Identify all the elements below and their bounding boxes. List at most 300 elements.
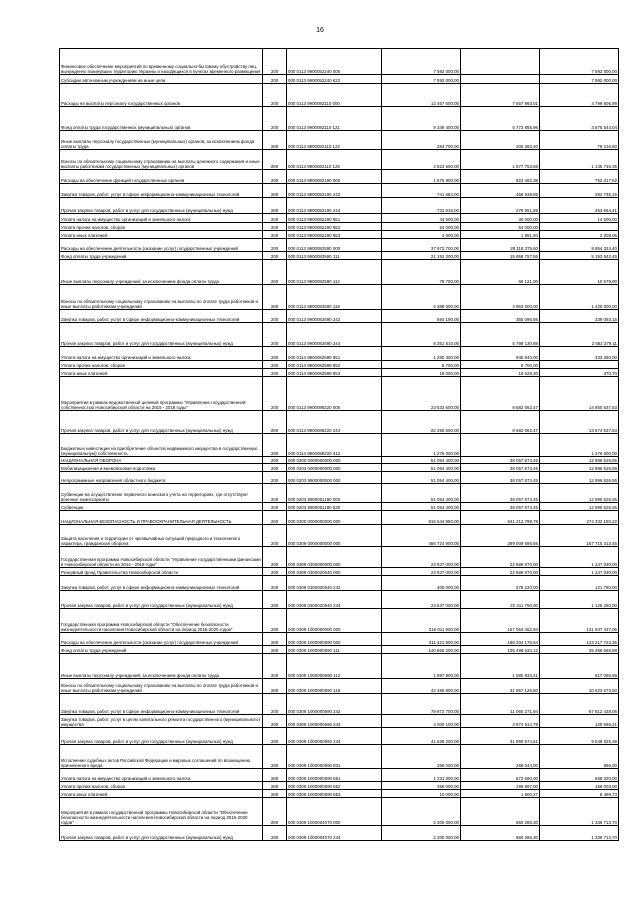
row-approved-cell: 694 190,00 bbox=[382, 310, 461, 323]
row-approved-cell: 44 500,00 bbox=[382, 214, 461, 223]
row-code-cell: 200 bbox=[263, 654, 287, 679]
row-remaining-cell: 3 575 544,04 bbox=[540, 107, 619, 131]
row-kbk-cell: 000 0309 1000000590 112 bbox=[287, 654, 382, 679]
row-kbk-cell: 000 0113 9900082590 852 bbox=[287, 361, 382, 369]
row-approved-cell: 23 937 000,00 bbox=[382, 547, 461, 568]
table-row bbox=[60, 547, 619, 568]
table-row bbox=[60, 646, 619, 654]
table-row bbox=[60, 633, 619, 646]
row-name-cell: Уплата прочих налогов, сборов bbox=[60, 361, 263, 369]
row-kbk-cell: 000 0309 0000000000 000 bbox=[287, 525, 382, 547]
row-executed-cell: 22 689 970,00 bbox=[461, 568, 540, 576]
row-remaining-cell: 8 499,73 bbox=[540, 790, 619, 798]
row-code-cell: 200 bbox=[263, 84, 287, 107]
row-code-cell: 200 bbox=[263, 434, 287, 457]
table-row bbox=[60, 214, 619, 223]
table-row bbox=[60, 798, 619, 826]
row-approved-cell: 1 231 000,00 bbox=[382, 769, 461, 782]
table-body bbox=[60, 49, 619, 841]
table-row bbox=[60, 361, 619, 369]
row-kbk-cell: 000 0113 9900082190 000 bbox=[287, 170, 382, 184]
row-kbk-cell: 000 0113 9900082590 853 bbox=[287, 369, 382, 377]
row-name-cell: Иные выплаты персоналу государственных (муниципальных) органов, за исключением фонда оплаты труда bbox=[60, 131, 263, 150]
row-code-cell: 200 bbox=[263, 798, 287, 826]
row-code-cell: 200 bbox=[263, 285, 287, 310]
row-executed-cell: 1 080 833,41 bbox=[461, 654, 540, 679]
row-kbk-cell: 000 0113 9900082190 853 bbox=[287, 231, 382, 239]
table-row bbox=[60, 323, 619, 347]
row-kbk-cell: 000 0113 9900082190 244 bbox=[287, 198, 382, 214]
row-remaining-cell: 1 276 000,00 bbox=[540, 434, 619, 457]
row-executed-cell: 54 000,00 bbox=[461, 223, 540, 231]
row-executed-cell: 38 057 873,45 bbox=[461, 472, 540, 484]
row-executed-cell: 946 940,00 bbox=[461, 347, 540, 361]
row-code-cell: 200 bbox=[263, 484, 287, 503]
row-executed-cell: 22 411 750,00 bbox=[461, 591, 540, 609]
row-remaining-cell: 12 996 526,55 bbox=[540, 503, 619, 511]
row-executed-cell: 572 680,00 bbox=[461, 769, 540, 782]
table-row bbox=[60, 525, 619, 547]
row-executed-cell: 206 383,40 bbox=[461, 131, 540, 150]
row-code-cell: 200 bbox=[263, 170, 287, 184]
row-kbk-cell: 000 0113 9900082190 851 bbox=[287, 214, 382, 223]
row-code-cell: 200 bbox=[263, 131, 287, 150]
row-kbk-cell: 000 0203 9900000000 000 bbox=[287, 472, 382, 484]
row-name-cell: Уплата иных платежей bbox=[60, 790, 263, 798]
row-remaining-cell: 817 066,59 bbox=[540, 654, 619, 679]
row-remaining-cell: 12 996 526,55 bbox=[540, 457, 619, 464]
row-executed-cell: 31 990 574,61 bbox=[461, 728, 540, 745]
row-executed-cell bbox=[461, 49, 540, 75]
row-code-cell: 200 bbox=[263, 377, 287, 411]
row-executed-cell bbox=[461, 434, 540, 457]
row-kbk-cell: 000 0309 0300020540 244 bbox=[287, 591, 382, 609]
row-approved-cell: 78 872 700,00 bbox=[382, 694, 461, 715]
row-executed-cell: 299 009 586,55 bbox=[461, 525, 540, 547]
row-name-cell: Субвенции на осуществление первичного воинского учета на территориях, где отсутствуют военные комиссариаты bbox=[60, 484, 263, 503]
row-name-cell: Прочая закупка товаров, работ и услуг для государственных (муниципальных) нужд bbox=[60, 591, 263, 609]
row-code-cell: 200 bbox=[263, 609, 287, 633]
row-remaining-cell: 956,00 bbox=[540, 745, 619, 769]
row-name-cell: НАЦИОНАЛЬНАЯ БЕЗОПАСНОСТЬ И ПРАВООХРАНИТЕЛЬНАЯ ДЕЯТЕЛЬНОСТЬ bbox=[60, 511, 263, 525]
row-approved-cell: 41 639 200,00 bbox=[382, 728, 461, 745]
row-executed-cell: 18 629,30 bbox=[461, 369, 540, 377]
row-code-cell: 200 bbox=[263, 745, 287, 769]
row-executed-cell: 22 689 970,00 bbox=[461, 547, 540, 568]
row-code-cell: 200 bbox=[263, 568, 287, 576]
row-approved-cell: 10 000,00 bbox=[382, 790, 461, 798]
row-name-cell: Расходы на обеспечение деятельности (оказание услуг) государственных учреждений bbox=[60, 633, 263, 646]
row-code-cell: 200 bbox=[263, 472, 287, 484]
table-row bbox=[60, 49, 619, 75]
row-kbk-cell: 000 0309 1000000000 000 bbox=[287, 609, 382, 633]
row-code-cell: 200 bbox=[263, 107, 287, 131]
row-remaining-cell: 4 799 606,99 bbox=[540, 84, 619, 107]
row-executed-cell: 641 212 799,78 bbox=[461, 511, 540, 525]
row-kbk-cell: 000 0203 0000000000 000 bbox=[287, 464, 382, 472]
row-executed-cell: 31 857 126,50 bbox=[461, 679, 540, 694]
table-row bbox=[60, 150, 619, 170]
row-code-cell: 200 bbox=[263, 231, 287, 239]
row-approved-cell: 269 000,00 bbox=[382, 745, 461, 769]
row-executed-cell: 5 773 855,96 bbox=[461, 107, 540, 131]
row-name-cell: Уплата налога на имущество организаций и земельного налога bbox=[60, 769, 263, 782]
row-code-cell: 200 bbox=[263, 464, 287, 472]
row-remaining-cell: 35 366 565,88 bbox=[540, 646, 619, 654]
row-kbk-cell: 000 0203 9900051180 000 bbox=[287, 484, 382, 503]
row-code-cell: 200 bbox=[263, 769, 287, 782]
row-remaining-cell: 1 125 250,00 bbox=[540, 591, 619, 609]
row-remaining-cell: 1 339 713,70 bbox=[540, 826, 619, 841]
row-name-cell: Мероприятия в рамках государственной программы Новосибирской области "Обеспечение безопасности жизнедеятельности населения Новосибирской области на период 2015-2020 годов" bbox=[60, 798, 263, 826]
table-row bbox=[60, 223, 619, 231]
row-approved-cell: 7 592 000,00 bbox=[382, 49, 461, 75]
row-remaining-cell: 12 996 526,55 bbox=[540, 464, 619, 472]
row-approved-cell: 741 684,00 bbox=[382, 184, 461, 198]
row-code-cell: 200 bbox=[263, 633, 287, 646]
row-remaining-cell bbox=[540, 361, 619, 369]
row-code-cell: 200 bbox=[263, 547, 287, 568]
row-approved-cell: 311 421 900,00 bbox=[382, 633, 461, 646]
row-executed-cell bbox=[461, 75, 540, 84]
table-row bbox=[60, 198, 619, 214]
row-approved-cell: 51 054 400,00 bbox=[382, 472, 461, 484]
row-remaining-cell: 10 579,00 bbox=[540, 260, 619, 285]
row-kbk-cell: 000 0113 9900082190 852 bbox=[287, 223, 382, 231]
row-kbk-cell: 000 0113 9900082590 119 bbox=[287, 285, 382, 310]
row-kbk-cell: 000 0113 9900082590 244 bbox=[287, 323, 382, 347]
row-name-cell: Закупка товаров, работ, услуг в сфере информационно-коммуникационных технологий bbox=[60, 694, 263, 715]
row-remaining-cell: 157 715 313,45 bbox=[540, 525, 619, 547]
row-code-cell: 200 bbox=[263, 728, 287, 745]
table-row bbox=[60, 790, 619, 798]
row-approved-cell: 51 054 400,00 bbox=[382, 484, 461, 503]
row-remaining-cell: 2 552 379,11 bbox=[540, 323, 619, 347]
row-name-cell: Фонд оплаты труда учреждений bbox=[60, 252, 263, 260]
row-kbk-cell: 000 0309 1000004070 244 bbox=[287, 826, 382, 841]
row-kbk-cell: 000 0300 0000000000 000 bbox=[287, 511, 382, 525]
table-row bbox=[60, 184, 619, 198]
row-executed-cell: 15 958 757,55 bbox=[461, 252, 540, 260]
row-kbk-cell: 000 0309 0300020540 242 bbox=[287, 576, 382, 591]
row-name-cell: Бюджетные инвестиции на приобретение объектов недвижимого имущества в государственную (муниципальную) собственность bbox=[60, 434, 263, 457]
table-row bbox=[60, 231, 619, 239]
row-code-cell: 200 bbox=[263, 694, 287, 715]
row-approved-cell: 915 544 950,00 bbox=[382, 511, 461, 525]
row-code-cell: 200 bbox=[263, 75, 287, 84]
row-code-cell: 200 bbox=[263, 782, 287, 790]
row-name-cell: Прочая закупка товаров, работ и услуг для государственных (муниципальных) нужд bbox=[60, 826, 263, 841]
row-approved-cell: 731 616,00 bbox=[382, 198, 461, 214]
table-row bbox=[60, 654, 619, 679]
row-name-cell: Исполнение судебных актов Российской Федерации и мировых соглашений по возмещению причиненного вреда bbox=[60, 745, 263, 769]
table-row bbox=[60, 484, 619, 503]
row-kbk-cell: 000 0113 9900082110 122 bbox=[287, 131, 382, 150]
row-remaining-cell: 14 850 537,53 bbox=[540, 377, 619, 411]
row-kbk-cell: 000 0113 9900088220 000 bbox=[287, 377, 382, 411]
row-kbk-cell: 000 0113 9900082590 112 bbox=[287, 260, 382, 285]
row-name-cell: НАЦИОНАЛЬНАЯ ОБОРОНА bbox=[60, 457, 263, 464]
row-approved-cell: 4 000 100,00 bbox=[382, 715, 461, 728]
row-approved-cell: 1 280 300,00 bbox=[382, 347, 461, 361]
row-remaining-cell: 453 664,41 bbox=[540, 198, 619, 214]
row-remaining-cell: 125 585,21 bbox=[540, 715, 619, 728]
row-approved-cell: 456 724 900,00 bbox=[382, 525, 461, 547]
row-approved-cell: 1 575 800,00 bbox=[382, 170, 461, 184]
row-name-cell: Иные выплаты персоналу учреждений, за исключением фонда оплаты труда bbox=[60, 654, 263, 679]
row-kbk-cell: 000 0309 1000000590 851 bbox=[287, 769, 382, 782]
row-name-cell: Защита населения и территории от чрезвычайных ситуаций природного и техногенного характера, гражданская оборона bbox=[60, 525, 263, 547]
row-executed-cell: 105 498 634,12 bbox=[461, 646, 540, 654]
row-executed-cell: 1 500,27 bbox=[461, 790, 540, 798]
row-name-cell: Закупка товаров, работ, услуг в целях капитального ремонта государственного (муниципального) имущества bbox=[60, 715, 263, 728]
row-kbk-cell: 000 0309 1000000590 111 bbox=[287, 646, 382, 654]
row-approved-cell: 140 865 200,00 bbox=[382, 646, 461, 654]
row-remaining-cell: 2 008,06 bbox=[540, 231, 619, 239]
row-kbk-cell: 000 0113 9900082110 129 bbox=[287, 150, 382, 170]
row-name-cell: Взносы по обязательному социальному страхованию на выплаты по оплате труда работников и иные выплаты работникам учреждений bbox=[60, 285, 263, 310]
row-executed-cell: 268 044,00 bbox=[461, 745, 540, 769]
row-name-cell: Государственная программа Новосибирской области "Управление государственными финансами в Новосибирской области на 2014 - 2019 годы" bbox=[60, 547, 263, 568]
row-executed-cell: 38 057 873,45 bbox=[461, 484, 540, 503]
budget-execution-table bbox=[59, 48, 619, 841]
row-name-cell: Иные выплаты персоналу учреждений, за исключением фонда оплаты труда bbox=[60, 260, 263, 285]
row-kbk-cell: 000 0113 9900052240 622 bbox=[287, 75, 382, 84]
row-executed-cell: 1 677 753,65 bbox=[461, 150, 540, 170]
row-remaining-cell: 13 574 537,53 bbox=[540, 411, 619, 434]
table-row bbox=[60, 411, 619, 434]
row-code-cell: 200 bbox=[263, 826, 287, 841]
row-executed-cell: 28 118 375,60 bbox=[461, 239, 540, 252]
row-code-cell: 200 bbox=[263, 679, 287, 694]
table-row bbox=[60, 434, 619, 457]
table-row bbox=[60, 107, 619, 131]
row-approved-cell: 9 349 400,00 bbox=[382, 107, 461, 131]
row-name-cell: Фонд оплаты труда государственных (муниципальных) органов bbox=[60, 107, 263, 131]
row-approved-cell: 22 256 600,00 bbox=[382, 411, 461, 434]
row-code-cell: 200 bbox=[263, 347, 287, 361]
row-name-cell: Уплата налога на имущество организаций и земельного налога bbox=[60, 347, 263, 361]
row-name-cell: Государственная программа Новосибирской области "Обеспечение безопасности жизнедеятельности населения Новосибирской области на период 2015-2020 годов" bbox=[60, 609, 263, 633]
row-name-cell: Финансовое обеспечение мероприятий по временному социально-бытовому обустройству лиц, вынужденно покинувших территорию Украины и находящихся в пунктах временного размещения bbox=[60, 49, 263, 75]
row-executed-cell: 355 096,85 bbox=[461, 310, 540, 323]
row-code-cell: 200 bbox=[263, 198, 287, 214]
row-approved-cell: 8 700,00 bbox=[382, 361, 461, 369]
row-remaining-cell: 9 854 324,40 bbox=[540, 239, 619, 252]
row-approved-cell: 54 000,00 bbox=[382, 223, 461, 231]
row-approved-cell: 2 823 500,00 bbox=[382, 150, 461, 170]
row-executed-cell: 4 963 000,00 bbox=[461, 285, 540, 310]
row-executed-cell: 38 057 873,45 bbox=[461, 464, 540, 472]
row-name-cell: Резервный фонд Правительства Новосибирской области bbox=[60, 568, 263, 576]
row-kbk-cell: 000 0309 1000000590 242 bbox=[287, 694, 382, 715]
table-row bbox=[60, 591, 619, 609]
row-remaining-cell: 1 247 030,00 bbox=[540, 547, 619, 568]
row-code-cell: 200 bbox=[263, 239, 287, 252]
row-executed-cell: 199 997,00 bbox=[461, 782, 540, 790]
row-executed-cell: 1 991,94 bbox=[461, 231, 540, 239]
row-name-cell: Уплата иных платежей bbox=[60, 231, 263, 239]
row-code-cell: 200 bbox=[263, 310, 287, 323]
row-kbk-cell: 000 0309 0300000000 000 bbox=[287, 547, 382, 568]
table-row bbox=[60, 511, 619, 525]
row-name-cell: Мероприятия в рамках ведомственной целевой программы "Управление государственной собственностью Новосибирской области на 2015 - 2018 годы" bbox=[60, 377, 263, 411]
row-executed-cell: 188 204 176,64 bbox=[461, 633, 540, 646]
row-approved-cell: 12 457 600,00 bbox=[382, 84, 461, 107]
row-approved-cell: 356 000,00 bbox=[382, 782, 461, 790]
row-name-cell: Уплата прочих налогов, сборов bbox=[60, 223, 263, 231]
row-name-cell: Уплата иных платежей bbox=[60, 369, 263, 377]
row-name-cell: Мобилизационная и вневойсковая подготовка bbox=[60, 464, 263, 472]
row-code-cell: 200 bbox=[263, 214, 287, 223]
row-approved-cell: 23 537 000,00 bbox=[382, 591, 461, 609]
row-approved-cell: 7 592 000,00 bbox=[382, 75, 461, 84]
table-row bbox=[60, 609, 619, 633]
row-code-cell: 200 bbox=[263, 503, 287, 511]
row-remaining-cell: 156 003,00 bbox=[540, 782, 619, 790]
table-row bbox=[60, 464, 619, 472]
row-approved-cell: 51 054 400,00 bbox=[382, 464, 461, 472]
row-name-cell: Субсидии автономным учреждениям на иные цели bbox=[60, 75, 263, 84]
table-row bbox=[60, 694, 619, 715]
row-executed-cell: 38 057 873,45 bbox=[461, 457, 540, 464]
row-approved-cell: 37 972 700,00 bbox=[382, 239, 461, 252]
row-executed-cell: 8 682 062,47 bbox=[461, 411, 540, 434]
row-code-cell: 200 bbox=[263, 411, 287, 434]
row-approved-cell: 1 897 900,00 bbox=[382, 654, 461, 679]
row-approved-cell: 51 054 400,00 bbox=[382, 503, 461, 511]
row-executed-cell: 278 951,59 bbox=[461, 198, 540, 214]
row-executed-cell: 157 064 462,94 bbox=[461, 609, 540, 633]
row-approved-cell: 51 054 400,00 bbox=[382, 457, 461, 464]
row-code-cell: 200 bbox=[263, 184, 287, 198]
row-code-cell: 200 bbox=[263, 790, 287, 798]
table-row bbox=[60, 576, 619, 591]
row-executed-cell: 38 057 873,45 bbox=[461, 503, 540, 511]
row-remaining-cell: 67 812 428,06 bbox=[540, 694, 619, 715]
row-kbk-cell: 000 0203 9900051180 530 bbox=[287, 503, 382, 511]
row-code-cell: 200 bbox=[263, 591, 287, 609]
row-code-cell: 200 bbox=[263, 525, 287, 547]
row-name-cell: Закупка товаров, работ, услуг в сфере информационно-коммуникационных технологий bbox=[60, 576, 263, 591]
table-row bbox=[60, 252, 619, 260]
row-kbk-cell: 000 0309 1000000590 243 bbox=[287, 715, 382, 728]
row-remaining-cell: 282 745,15 bbox=[540, 184, 619, 198]
row-executed-cell: 7 657 993,01 bbox=[461, 84, 540, 107]
row-name-cell: Расходы на выплаты персоналу государственных органов bbox=[60, 84, 263, 107]
row-remaining-cell: 131 947 437,06 bbox=[540, 609, 619, 633]
table-row bbox=[60, 826, 619, 841]
row-name-cell: Прочая закупка товаров, работ и услуг для государственных (муниципальных) нужд bbox=[60, 411, 263, 434]
row-remaining-cell: 1 247 030,00 bbox=[540, 568, 619, 576]
row-executed-cell: 278 220,00 bbox=[461, 576, 540, 591]
row-executed-cell: 68 121,00 bbox=[461, 260, 540, 285]
row-name-cell: Прочая закупка товаров, работ и услуг для государственных (муниципальных) нужд bbox=[60, 198, 263, 214]
row-remaining-cell: 7 592 000,00 bbox=[540, 49, 619, 75]
row-kbk-cell: 000 0113 9900088220 412 bbox=[287, 434, 382, 457]
row-executed-cell: 5 798 130,89 bbox=[461, 323, 540, 347]
row-name-cell: Взносы по обязательному социальному страхованию на выплаты денежного содержания и иные выплаты работникам государственных (муниципальных) органов bbox=[60, 150, 263, 170]
row-code-cell: 200 bbox=[263, 361, 287, 369]
row-kbk-cell: 000 0309 1000000590 852 bbox=[287, 782, 382, 790]
row-remaining-cell: 274 332 150,22 bbox=[540, 511, 619, 525]
table-row bbox=[60, 568, 619, 576]
table-row bbox=[60, 239, 619, 252]
table-row bbox=[60, 457, 619, 464]
row-remaining-cell: 12 996 526,55 bbox=[540, 484, 619, 503]
row-kbk-cell: 000 0113 9900082590 242 bbox=[287, 310, 382, 323]
row-remaining-cell: 339 093,15 bbox=[540, 310, 619, 323]
row-kbk-cell: 000 0309 1000000590 244 bbox=[287, 728, 382, 745]
row-remaining-cell: 121 780,00 bbox=[540, 576, 619, 591]
row-code-cell: 200 bbox=[263, 369, 287, 377]
row-approved-cell: 23 937 000,00 bbox=[382, 568, 461, 576]
row-approved-cell: 2 200 000,00 bbox=[382, 826, 461, 841]
row-approved-cell: 8 351 510,00 bbox=[382, 323, 461, 347]
row-executed-cell: 30 000,00 bbox=[461, 214, 540, 223]
row-kbk-cell: 000 0113 9900082110 000 bbox=[287, 84, 382, 107]
row-remaining-cell: 752 317,62 bbox=[540, 170, 619, 184]
row-name-cell: Субвенции bbox=[60, 503, 263, 511]
row-name-cell: Прочая закупка товаров, работ и услуг для государственных (муниципальных) нужд bbox=[60, 323, 263, 347]
table-row bbox=[60, 131, 619, 150]
row-approved-cell: 284 700,00 bbox=[382, 131, 461, 150]
table-row bbox=[60, 782, 619, 790]
table-row bbox=[60, 285, 619, 310]
row-code-cell: 200 bbox=[263, 223, 287, 231]
row-executed-cell: 3 874 514,79 bbox=[461, 715, 540, 728]
row-code-cell: 200 bbox=[263, 511, 287, 525]
row-kbk-cell: 000 0113 9900082590 851 bbox=[287, 347, 382, 361]
row-kbk-cell: 000 0113 9900088220 244 bbox=[287, 411, 382, 434]
row-remaining-cell: 12 996 526,55 bbox=[540, 472, 619, 484]
row-name-cell: Расходы на обеспечение деятельности (оказание услуг) государственных учреждений bbox=[60, 239, 263, 252]
row-code-cell: 200 bbox=[263, 457, 287, 464]
row-executed-cell: 860 286,30 bbox=[461, 798, 540, 826]
row-kbk-cell: 000 0309 1000000590 119 bbox=[287, 679, 382, 694]
row-approved-cell: 23 532 600,00 bbox=[382, 377, 461, 411]
row-executed-cell: 8 682 062,47 bbox=[461, 377, 540, 411]
row-kbk-cell: 000 0113 9900052240 000 bbox=[287, 49, 382, 75]
row-executed-cell: 823 482,38 bbox=[461, 170, 540, 184]
row-name-cell: Фонд оплаты труда учреждений bbox=[60, 646, 263, 654]
row-kbk-cell: 000 0113 9900082110 121 bbox=[287, 107, 382, 131]
row-kbk-cell: 000 0113 9900082190 242 bbox=[287, 184, 382, 198]
row-name-cell: Закупка товаров, работ, услуг в сфере информационно-коммуникационных технологий bbox=[60, 184, 263, 198]
row-kbk-cell: 000 0309 1000004070 000 bbox=[287, 798, 382, 826]
row-remaining-cell: 7 592 000,00 bbox=[540, 75, 619, 84]
table-row bbox=[60, 75, 619, 84]
row-name-cell: Уплата налога на имущество организаций и земельного налога bbox=[60, 214, 263, 223]
row-approved-cell: 19 000,00 bbox=[382, 369, 461, 377]
row-kbk-cell: 000 0309 1000000590 853 bbox=[287, 790, 382, 798]
row-kbk-cell: 000 0200 0000000000 000 bbox=[287, 457, 382, 464]
row-executed-cell: 8 700,00 bbox=[461, 361, 540, 369]
row-kbk-cell: 000 0309 1000000590 831 bbox=[287, 745, 382, 769]
row-approved-cell: 4 000,00 bbox=[382, 231, 461, 239]
table-row bbox=[60, 503, 619, 511]
row-name-cell: Закупка товаров, работ, услуг в сфере информационно-коммуникационных технологий bbox=[60, 310, 263, 323]
table-row bbox=[60, 377, 619, 411]
row-name-cell: Прочая закупка товаров, работ и услуг для государственных (муниципальных) нужд bbox=[60, 728, 263, 745]
row-name-cell: Непрограммные направления областного бюджета bbox=[60, 472, 263, 484]
row-code-cell: 200 bbox=[263, 260, 287, 285]
table-row bbox=[60, 347, 619, 361]
table-row bbox=[60, 369, 619, 377]
row-remaining-cell: 10 623 673,50 bbox=[540, 679, 619, 694]
row-code-cell: 200 bbox=[263, 323, 287, 347]
row-code-cell: 200 bbox=[263, 646, 287, 654]
